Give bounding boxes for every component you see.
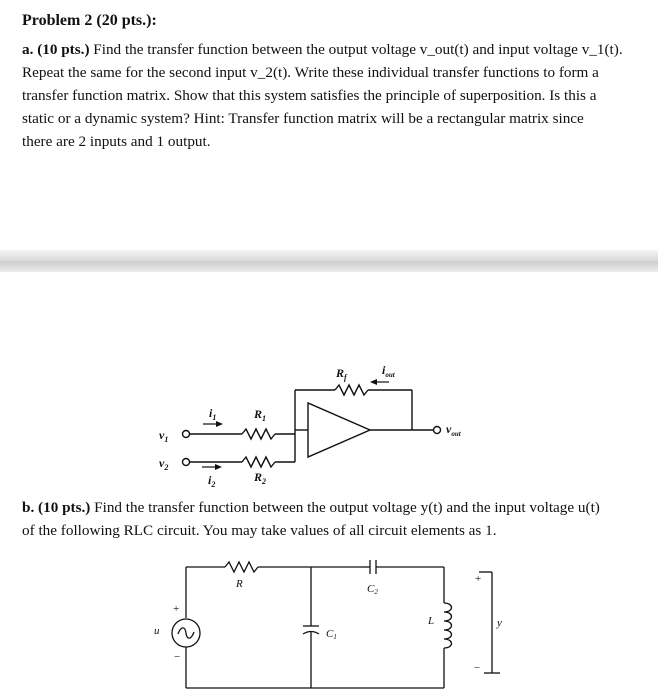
c2-label: C2 — [367, 583, 378, 596]
r-label: R — [236, 578, 243, 590]
part-a-line-3: transfer function matrix. Show that this system satisfies the principle of superposition. Is this a — [22, 87, 597, 104]
r2-label: $R_2$ — [254, 470, 267, 486]
c1-label: C1 — [326, 628, 337, 641]
problem-title: Problem 2 (20 pts.): — [22, 12, 157, 29]
iout-label: $i_{out}$ — [382, 363, 395, 379]
part-a-line-4: static or a dynamic system? Hint: Transfer function matrix will be a rectangular matrix since — [22, 110, 584, 127]
part-b-text — [22, 496, 628, 542]
part-b-line-1-text: Find the transfer function between the output voltage y(t) and the input voltage u(t) — [90, 499, 600, 516]
i1-label: $i_1$ — [209, 406, 217, 422]
i2-label: $i_2$ — [208, 473, 216, 489]
part-a-label: a. (10 pts.) — [22, 41, 90, 58]
part-b-line-2: of the following RLC circuit. You may take values of all circuit elements as 1. — [22, 522, 497, 539]
v2-terminal — [183, 459, 190, 466]
i2-arrow-icon — [215, 464, 222, 470]
part-a-line-1-text: Find the transfer function between the output voltage v_out(t) and input voltage v_1(t). — [89, 41, 623, 58]
r-resistor — [225, 562, 258, 572]
iout-arrow-icon — [370, 379, 377, 385]
rlc-circuit-diagram — [172, 560, 500, 688]
v1-terminal — [183, 431, 190, 438]
i1-arrow-icon — [216, 421, 223, 427]
v2-label: $v_2$ — [159, 456, 169, 472]
part-b-line-1 — [22, 496, 628, 519]
op-amp-triangle — [308, 403, 370, 457]
vout-label: $v_{out}$ — [446, 422, 461, 438]
v1-label: $v_1$ — [159, 428, 169, 444]
r1-resistor — [242, 429, 275, 439]
inductor-coil-icon — [444, 603, 452, 648]
r1-label: $R_1$ — [254, 407, 267, 423]
part-b-label: b. (10 pts.) — [22, 499, 91, 516]
source-plus-label: + — [173, 603, 180, 615]
r2-resistor — [242, 457, 275, 467]
rf-resistor — [335, 385, 368, 395]
rf-label: $R_f$ — [336, 366, 347, 382]
u-label: u — [154, 625, 160, 637]
source-minus-label: − — [174, 651, 181, 663]
l-label: L — [428, 615, 435, 627]
y-plus-label: + — [475, 573, 482, 585]
part-a-line-5: there are 2 inputs and 1 output. — [22, 133, 211, 150]
y-minus-label: − — [474, 662, 481, 674]
part-a-line-2: Repeat the same for the second input v_2(t). Write these individual transfer functions to form a — [22, 64, 599, 81]
vout-terminal — [434, 427, 441, 434]
y-label: y — [497, 617, 502, 629]
